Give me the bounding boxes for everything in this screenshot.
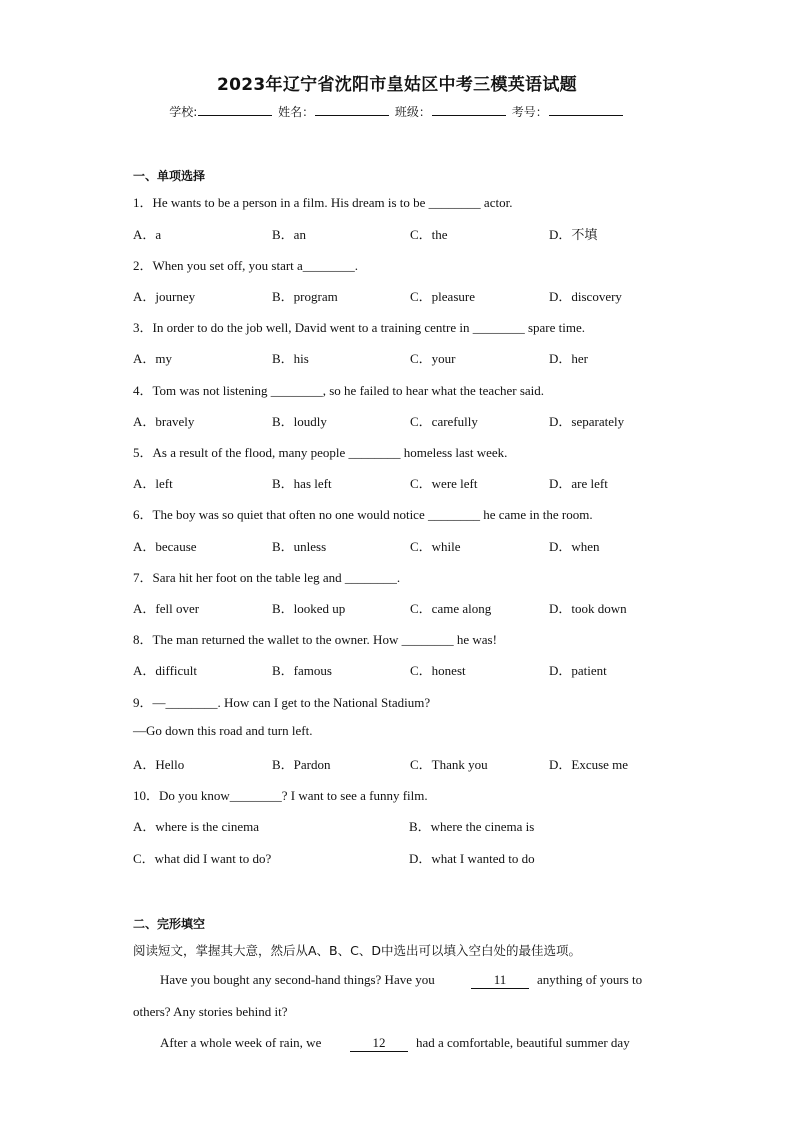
question-stem: 9．—________. How can I get to the National Stadium? bbox=[133, 695, 431, 710]
option-b[interactable]: B．an bbox=[272, 227, 306, 242]
option-c[interactable]: C．while bbox=[410, 539, 461, 554]
cloze-instruction: 阅读短文，掌握其大意，然后从A、B、C、D中选出可以填入空白处的最佳选项。 bbox=[133, 943, 581, 958]
option-b[interactable]: B．his bbox=[272, 351, 309, 366]
name-field[interactable] bbox=[315, 103, 389, 116]
option-d[interactable]: D．are left bbox=[549, 476, 608, 491]
school-label: 学校: bbox=[169, 105, 198, 119]
option-a[interactable]: A．because bbox=[133, 539, 197, 554]
option-d[interactable]: D．不填 bbox=[549, 227, 598, 242]
option-d[interactable]: D．patient bbox=[549, 663, 607, 678]
option-c[interactable]: C．were left bbox=[410, 476, 478, 491]
passage-text: had a comfortable, beautiful summer day bbox=[416, 1035, 630, 1050]
option-c[interactable]: C．honest bbox=[410, 663, 466, 678]
number-label: 考号： bbox=[511, 105, 548, 119]
option-b[interactable]: B．unless bbox=[272, 539, 327, 554]
question-stem: 7．Sara hit her foot on the table leg and ________. bbox=[133, 570, 401, 585]
option-d[interactable]: D．when bbox=[549, 539, 600, 554]
option-b[interactable]: B．Pardon bbox=[272, 757, 331, 772]
option-a[interactable]: A．a bbox=[133, 227, 162, 242]
passage-text: Have you bought any second-hand things? Have you bbox=[160, 972, 435, 987]
passage-text: anything of yours to bbox=[537, 972, 643, 987]
option-d[interactable]: D．took down bbox=[549, 601, 627, 616]
blank-11[interactable]: 11 bbox=[471, 972, 529, 989]
option-d[interactable]: D．discovery bbox=[549, 289, 622, 304]
blank-12[interactable]: 12 bbox=[350, 1035, 408, 1052]
page-title: 2023年辽宁省沈阳市皇姑区中考三模英语试题 bbox=[217, 75, 577, 95]
student-info-line bbox=[0, 103, 794, 120]
option-c[interactable]: C．the bbox=[410, 227, 448, 242]
section-heading-cloze: 二、完形填空 bbox=[133, 917, 206, 931]
question-stem: 3．In order to do the job well, David went to a training centre in ________ spare time. bbox=[133, 320, 585, 335]
question-stem: 4．Tom was not listening ________, so he failed to hear what the teacher said. bbox=[133, 383, 545, 398]
option-c[interactable]: C．carefully bbox=[410, 414, 478, 429]
school-field[interactable] bbox=[198, 103, 272, 116]
section-heading-single-choice: 一、单项选择 bbox=[133, 169, 206, 183]
question-stem: 10．Do you know________? I want to see a funny film. bbox=[133, 788, 428, 803]
class-label: 班级： bbox=[394, 105, 431, 119]
option-d[interactable]: D．Excuse me bbox=[549, 757, 629, 772]
option-b[interactable]: B．famous bbox=[272, 663, 332, 678]
option-a[interactable]: A．where is the cinema bbox=[133, 819, 259, 834]
class-field[interactable] bbox=[432, 103, 506, 116]
option-c[interactable]: C．your bbox=[410, 351, 456, 366]
option-a[interactable]: A．difficult bbox=[133, 663, 198, 678]
question-stem: 5．As a result of the flood, many people ________ homeless last week. bbox=[133, 445, 508, 460]
option-b[interactable]: B．where the cinema is bbox=[409, 819, 535, 834]
option-b[interactable]: B．looked up bbox=[272, 601, 346, 616]
passage-text: After a whole week of rain, we bbox=[160, 1035, 322, 1050]
option-b[interactable]: B．has left bbox=[272, 476, 332, 491]
option-a[interactable]: A．journey bbox=[133, 289, 196, 304]
question-stem: 2．When you set off, you start a________. bbox=[133, 258, 359, 273]
option-c[interactable]: C．pleasure bbox=[410, 289, 475, 304]
option-b[interactable]: B．loudly bbox=[272, 414, 327, 429]
option-d[interactable]: D．what I wanted to do bbox=[409, 851, 535, 866]
option-c[interactable]: C．came along bbox=[410, 601, 492, 616]
number-field[interactable] bbox=[549, 103, 623, 116]
option-a[interactable]: A．left bbox=[133, 476, 173, 491]
passage-line: others? Any stories behind it? bbox=[133, 1004, 288, 1019]
option-c[interactable]: C．what did I want to do? bbox=[133, 851, 272, 866]
question-stem: 8．The man returned the wallet to the owner. How ________ he was! bbox=[133, 632, 497, 647]
option-b[interactable]: B．program bbox=[272, 289, 338, 304]
name-label: 姓名： bbox=[278, 105, 315, 119]
question-stem: 1．He wants to be a person in a film. His dream is to be ________ actor. bbox=[133, 195, 513, 210]
option-d[interactable]: D．her bbox=[549, 351, 588, 366]
option-a[interactable]: A．fell over bbox=[133, 601, 200, 616]
option-a[interactable]: A．my bbox=[133, 351, 173, 366]
option-a[interactable]: A．bravely bbox=[133, 414, 195, 429]
option-a[interactable]: A．Hello bbox=[133, 757, 185, 772]
option-c[interactable]: C．Thank you bbox=[410, 757, 488, 772]
question-stem: 6．The boy was so quiet that often no one would notice ________ he came in the room. bbox=[133, 507, 593, 522]
dialogue-reply: —Go down this road and turn left. bbox=[133, 723, 313, 738]
option-d[interactable]: D．separately bbox=[549, 414, 625, 429]
